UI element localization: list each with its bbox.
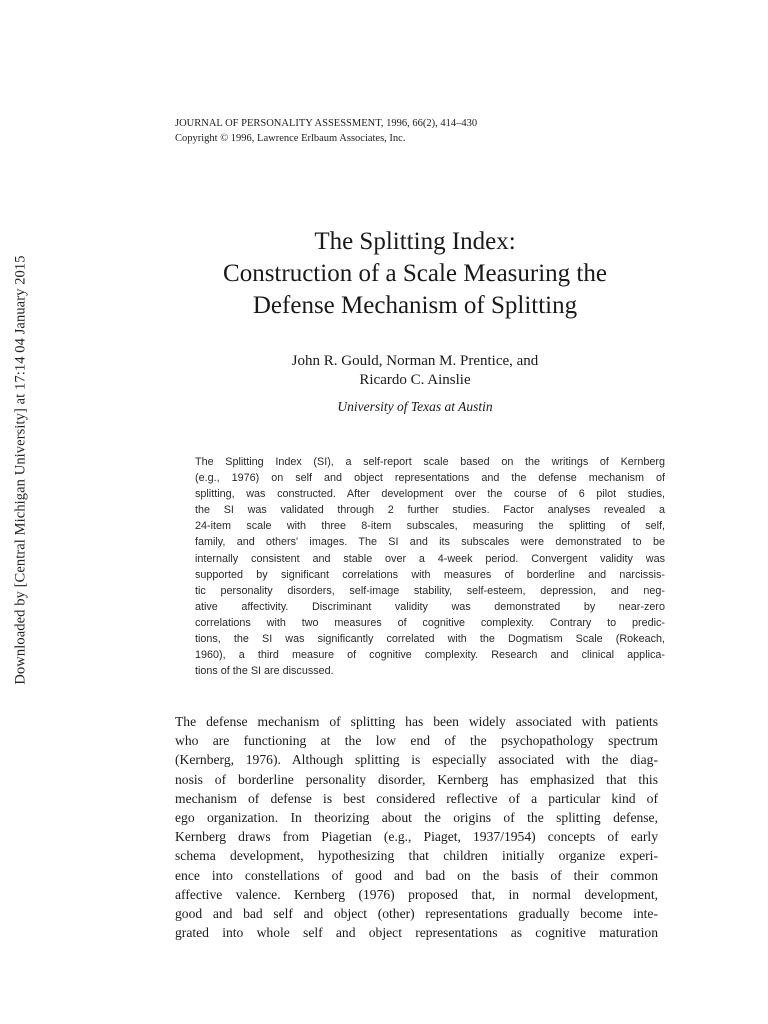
body-line: good and bad self and object (other) representations gradually become inte- — [175, 906, 658, 922]
copyright-notice: Copyright © 1996, Lawrence Erlbaum Associates, Inc. — [175, 133, 406, 144]
body-line: The defense mechanism of splitting has been widely associated with patients — [175, 714, 658, 729]
authors-line-2: Ricardo C. Ainslie — [359, 372, 471, 388]
body-line: schema development, hypothesizing that children initially organize experi- — [175, 848, 658, 864]
abstract-line: correlations with two measures of cognitive complexity. Contrary to predic- — [195, 616, 665, 629]
authors-line-1: John R. Gould, Norman M. Prentice, and — [291, 353, 539, 369]
body-line: ence into constellations of good and bad on the basis of their common — [175, 867, 658, 883]
title-line-2: Construction of a Scale Measuring the — [223, 260, 607, 287]
abstract-line: tions, the SI was significantly correlated with the Dogmatism Scale (Rokeach, — [195, 633, 665, 646]
download-notice: Downloaded by [Central Michigan University] at 17:14 04 January 2015 — [12, 255, 29, 685]
body-line: ego organization. In theorizing about the origins of the splitting defense, — [175, 810, 658, 826]
journal-citation: JOURNAL OF PERSONALITY ASSESSMENT, 1996, 66(2), 414–430 — [175, 118, 478, 129]
abstract-line: tic personality disorders, self-image stability, self-esteem, depression, and neg- — [195, 584, 665, 597]
body-line: Kernberg draws from Piagetian (e.g., Piaget, 1937/1954) concepts of early — [175, 829, 658, 845]
abstract — [195, 454, 665, 679]
body-paragraph — [175, 712, 658, 942]
abstract-line: family, and others' images. The SI and its subscales were demonstrated to be — [195, 536, 665, 549]
title-line-3: Defense Mechanism of Splitting — [252, 292, 578, 319]
author-affiliation: University of Texas at Austin — [337, 399, 493, 414]
title-line-1: The Splitting Index: — [314, 228, 516, 255]
abstract-line: internally consistent and stable over a 4-week period. Convergent validity was — [195, 552, 665, 565]
abstract-line: (e.g., 1976) on self and object representations and the defense mechanism of — [195, 472, 665, 485]
journal-header — [175, 116, 477, 146]
abstract-line: the SI was validated through 2 further studies. Factor analyses revealed a — [195, 504, 665, 517]
abstract-line: The Splitting Index (SI), a self-report scale based on the writings of Kernberg — [195, 456, 665, 468]
article-title — [150, 226, 680, 322]
body-line: who are functioning at the low end of the psychopathology spectrum — [175, 733, 658, 749]
body-line: nosis of borderline personality disorder, Kernberg has emphasized that this — [175, 771, 658, 787]
abstract-line: 1960), a third measure of cognitive complexity. Research and clinical applica- — [195, 649, 665, 662]
abstract-line: tions of the SI are discussed. — [195, 665, 334, 678]
body-line: affective valence. Kernberg (1976) proposed that, in normal development, — [175, 886, 658, 902]
author-list — [180, 352, 650, 390]
abstract-line: splitting, was constructed. After development over the course of 6 pilot studies, — [195, 488, 665, 501]
body-line: grated into whole self and object representations as cognitive maturation — [175, 925, 658, 941]
abstract-line: ative affectivity. Discriminant validity was demonstrated by near-zero — [195, 600, 665, 613]
body-line: (Kernberg, 1976). Although splitting is especially associated with the diag- — [175, 752, 658, 768]
body-line: mechanism of defense is best considered reflective of a particular kind of — [175, 790, 658, 806]
abstract-line: 24-item scale with three 8-item subscales, measuring the splitting of self, — [195, 520, 665, 533]
abstract-line: supported by significant correlations with measures of borderline and narcissis- — [195, 568, 665, 581]
